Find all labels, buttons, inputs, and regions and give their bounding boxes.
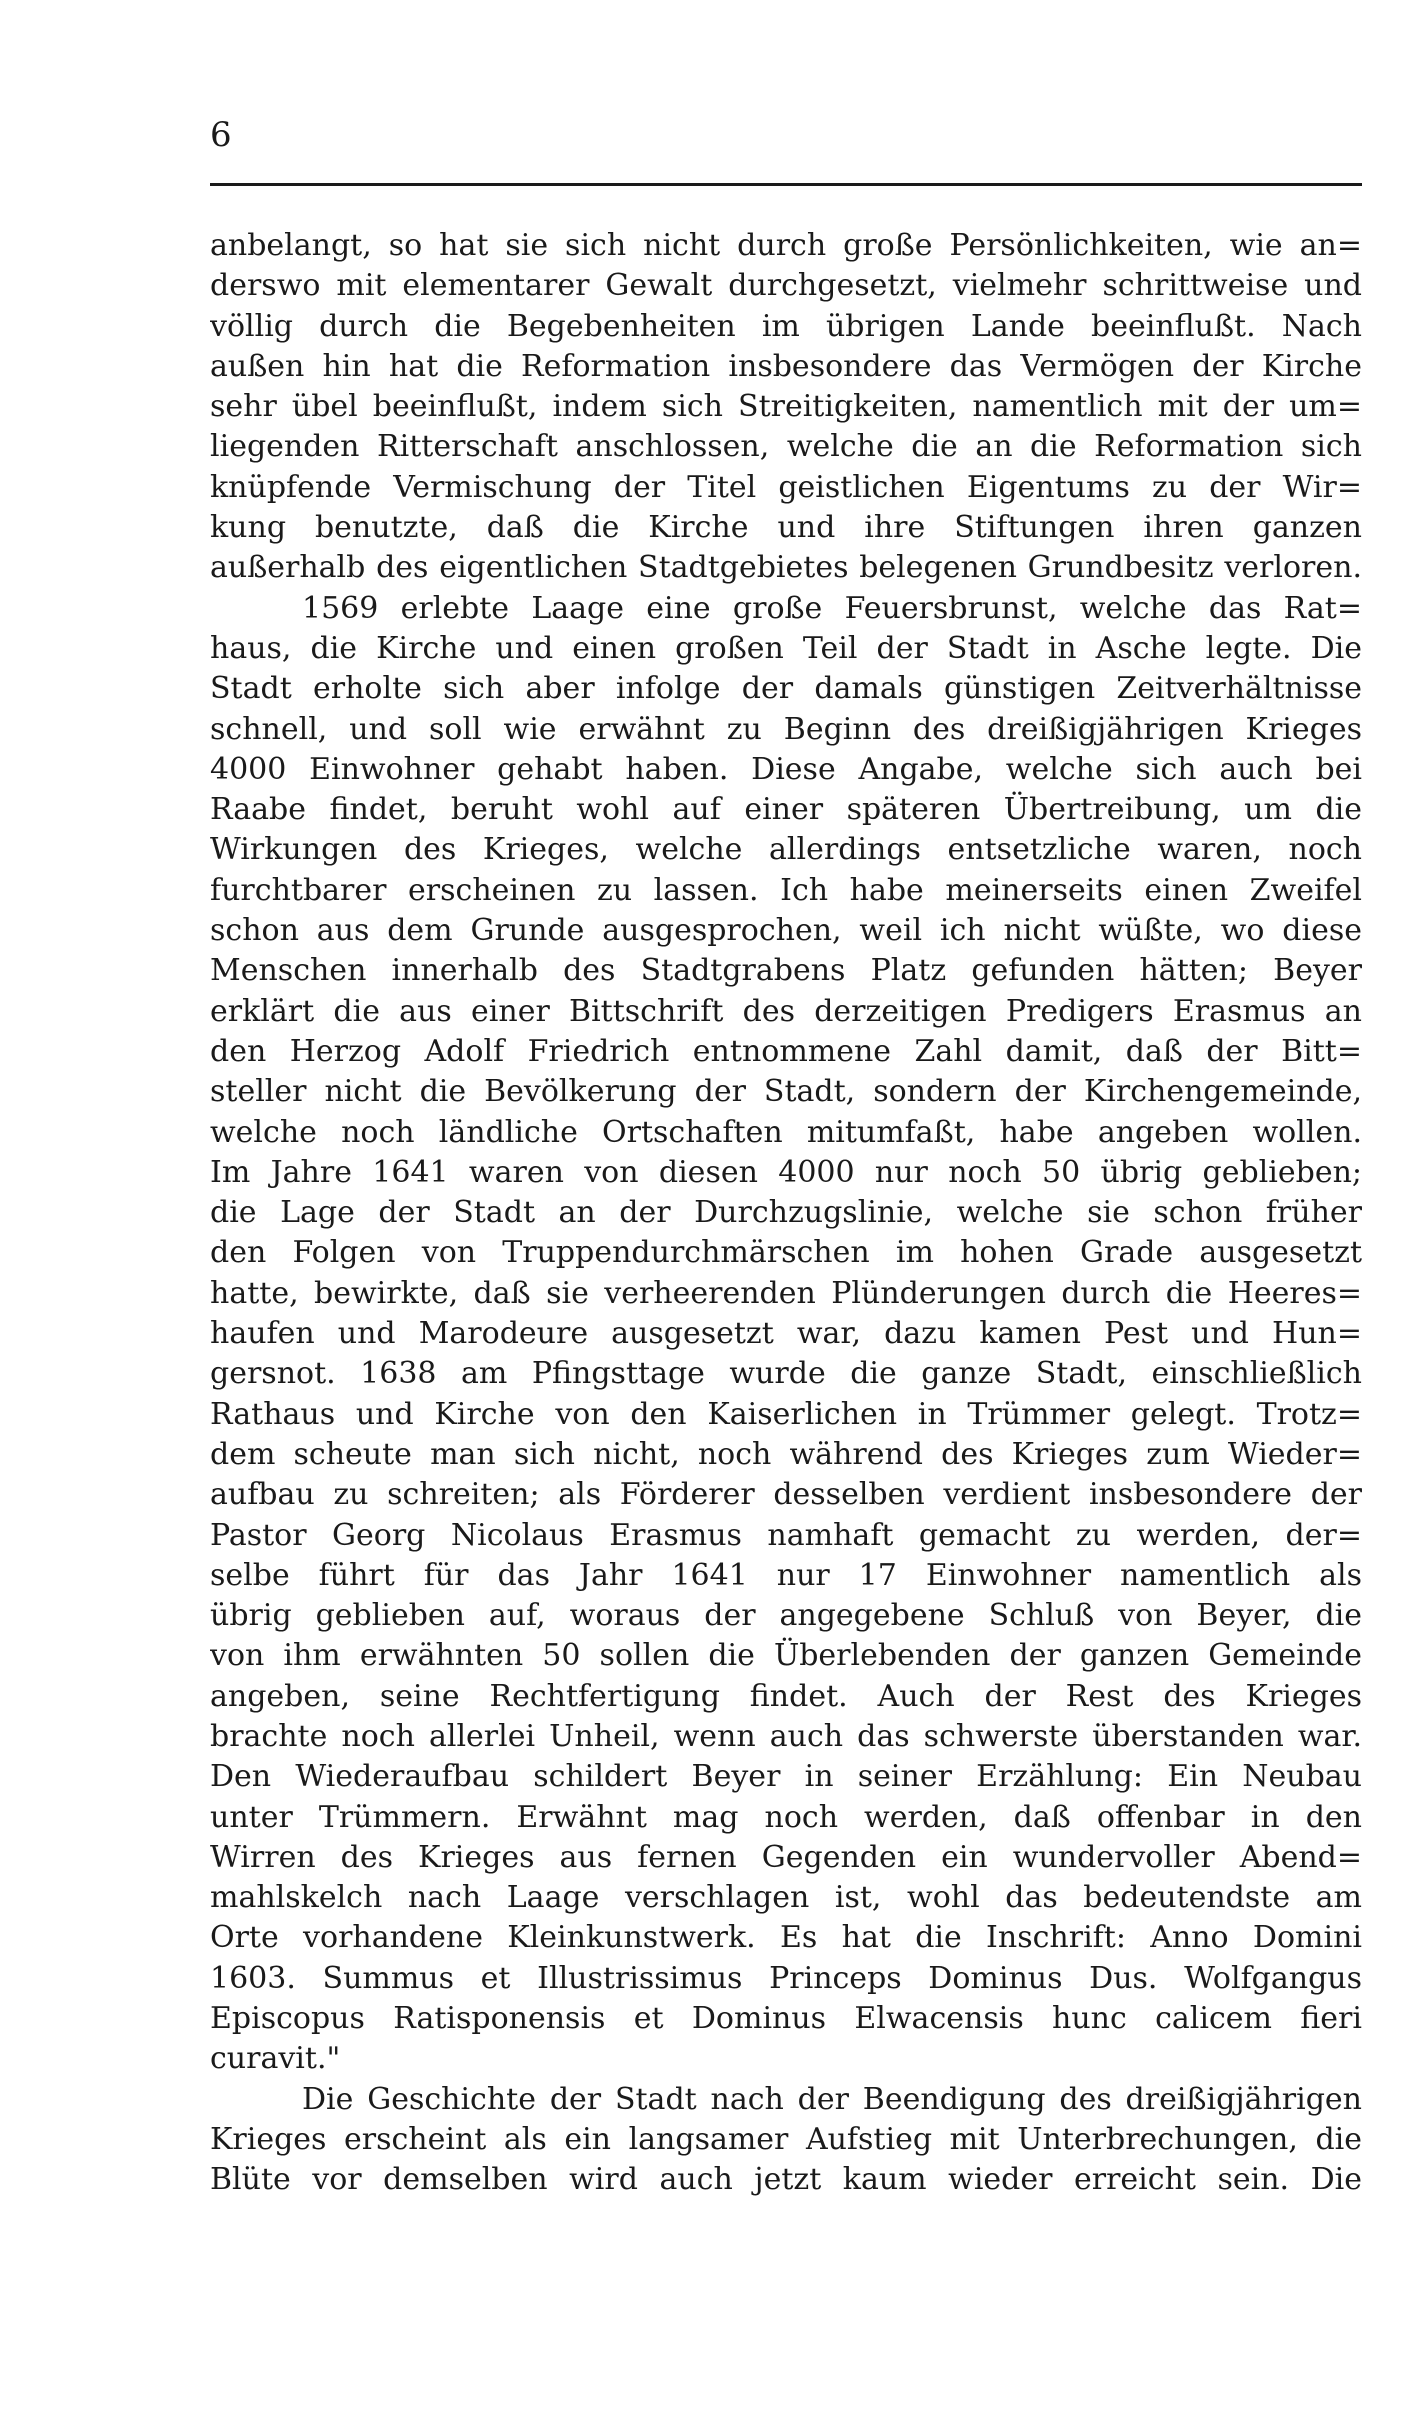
text-line: außerhalb des eigentlichen Stadtgebietes belegenen Grundbesitz verloren. [210, 550, 1362, 586]
text-line: unter Trümmern. Erwähnt mag noch werden, daß offenbar in den [210, 1799, 1362, 1835]
text-line: den Folgen von Truppendurchmärschen im hohen Grade ausgesetzt [210, 1235, 1362, 1271]
text-line: curavit." [210, 2041, 341, 2077]
text-line: Rathaus und Kirche von den Kaiserlichen in Trümmer gelegt. Trotz= [210, 1396, 1362, 1432]
text-line: 4000 Einwohner gehabt haben. Diese Angabe, welche sich auch bei [210, 751, 1362, 787]
text-line: derswo mit elementarer Gewalt durchgesetzt, vielmehr schrittweise und [210, 268, 1362, 304]
text-line: von ihm erwähnten 50 sollen die Überlebenden der ganzen Gemeinde [210, 1638, 1362, 1674]
text-line: schon aus dem Grunde ausgesprochen, weil ich nicht wüßte, wo diese [210, 913, 1362, 949]
text-line: außen hin hat die Reformation insbesondere das Vermögen der Kirche [210, 348, 1362, 384]
text-line: völlig durch die Begebenheiten im übrigen Lande beeinflußt. Nach [210, 308, 1362, 344]
text-line: die Lage der Stadt an der Durchzugslinie, welche sie schon früher [210, 1195, 1362, 1231]
text-line: selbe führt für das Jahr 1641 nur 17 Einwohner namentlich als [210, 1557, 1362, 1593]
text-line: Raabe findet, beruht wohl auf einer späteren Übertreibung, um die [210, 792, 1362, 828]
text-line: liegenden Ritterschaft anschlossen, welche die an die Reformation sich [210, 429, 1362, 465]
text-line: 1569 erlebte Laage eine große Feuersbrunst, welche das Rat= [302, 590, 1362, 626]
text-line: anbelangt, so hat sie sich nicht durch große Persönlichkeiten, wie an= [210, 228, 1362, 263]
page-number: 6 [210, 115, 232, 155]
text-line: erklärt die aus einer Bittschrift des derzeitigen Predigers Erasmus an [210, 993, 1362, 1029]
text-line: übrig geblieben auf, woraus der angegebene Schluß von Beyer, die [210, 1598, 1362, 1634]
text-line: kung benutzte, daß die Kirche und ihre Stiftungen ihren ganzen [210, 510, 1362, 546]
text-line: Die Geschichte der Stadt nach der Beendigung des dreißigjährigen [302, 2081, 1362, 2117]
text-line: Wirren des Krieges aus fernen Gegenden ein wundervoller Abend= [210, 1839, 1362, 1875]
text-line: furchtbarer erscheinen zu lassen. Ich habe meinerseits einen Zweifel [210, 872, 1362, 908]
text-line: den Herzog Adolf Friedrich entnommene Zahl damit, daß der Bitt= [210, 1033, 1362, 1069]
text-line: brachte noch allerlei Unheil, wenn auch das schwerste überstanden war. [210, 1718, 1362, 1754]
text-line: dem scheute man sich nicht, noch während des Krieges zum Wieder= [210, 1436, 1362, 1472]
text-line: Blüte vor demselben wird auch jetzt kaum wieder erreicht sein. Die [210, 2162, 1362, 2198]
text-line: mahlskelch nach Laage verschlagen ist, wohl das bedeutendste am [210, 1880, 1362, 1916]
header-rule [210, 183, 1362, 186]
text-line: Orte vorhandene Kleinkunstwerk. Es hat die Inschrift: Anno Domini [210, 1920, 1362, 1956]
text-line: schnell, und soll wie erwähnt zu Beginn des dreißigjährigen Krieges [210, 711, 1362, 747]
text-line: Pastor Georg Nicolaus Erasmus namhaft gemacht zu werden, der= [210, 1517, 1362, 1553]
text-line: Menschen innerhalb des Stadtgrabens Platz gefunden hätten; Beyer [210, 953, 1362, 989]
body-text [210, 226, 1362, 2201]
text-line: aufbau zu schreiten; als Förderer desselben verdient insbesondere der [210, 1477, 1362, 1513]
text-line: Wirkungen des Krieges, welche allerdings entsetzliche waren, noch [210, 832, 1362, 868]
text-line: sehr übel beeinflußt, indem sich Streitigkeiten, namentlich mit der um= [210, 389, 1362, 425]
paragraph-1 [210, 226, 1362, 589]
text-line: Krieges erscheint als ein langsamer Aufstieg mit Unterbrechungen, die [210, 2121, 1362, 2157]
text-line: Episcopus Ratisponensis et Dominus Elwacensis hunc calicem fieri [210, 2001, 1362, 2037]
text-line: steller nicht die Bevölkerung der Stadt, sondern der Kirchengemeinde, [210, 1074, 1362, 1110]
text-line: Im Jahre 1641 waren von diesen 4000 nur noch 50 übrig geblieben; [210, 1154, 1362, 1190]
text-line: haus, die Kirche und einen großen Teil der Stadt in Asche legte. Die [210, 630, 1362, 666]
text-line: angeben, seine Rechtfertigung findet. Auch der Rest des Krieges [210, 1678, 1362, 1714]
text-line: welche noch ländliche Ortschaften mitumfaßt, habe angeben wollen. [210, 1114, 1362, 1150]
text-line: Stadt erholte sich aber infolge der damals günstigen Zeitverhältnisse [210, 671, 1362, 707]
paragraph-2 [210, 589, 1362, 2080]
text-line: gersnot. 1638 am Pfingsttage wurde die ganze Stadt, einschließlich [210, 1356, 1362, 1392]
text-line: knüpfende Vermischung der Titel geistlichen Eigentums zu der Wir= [210, 469, 1362, 505]
text-line: haufen und Marodeure ausgesetzt war, dazu kamen Pest und Hun= [210, 1316, 1362, 1352]
text-line: 1603. Summus et Illustrissimus Princeps Dominus Dus. Wolfgangus [210, 1960, 1362, 1996]
text-line: Den Wiederaufbau schildert Beyer in seiner Erzählung: Ein Neubau [210, 1759, 1362, 1795]
text-line: hatte, bewirkte, daß sie verheerenden Plünderungen durch die Heeres= [210, 1275, 1362, 1311]
paragraph-3 [210, 2080, 1362, 2201]
